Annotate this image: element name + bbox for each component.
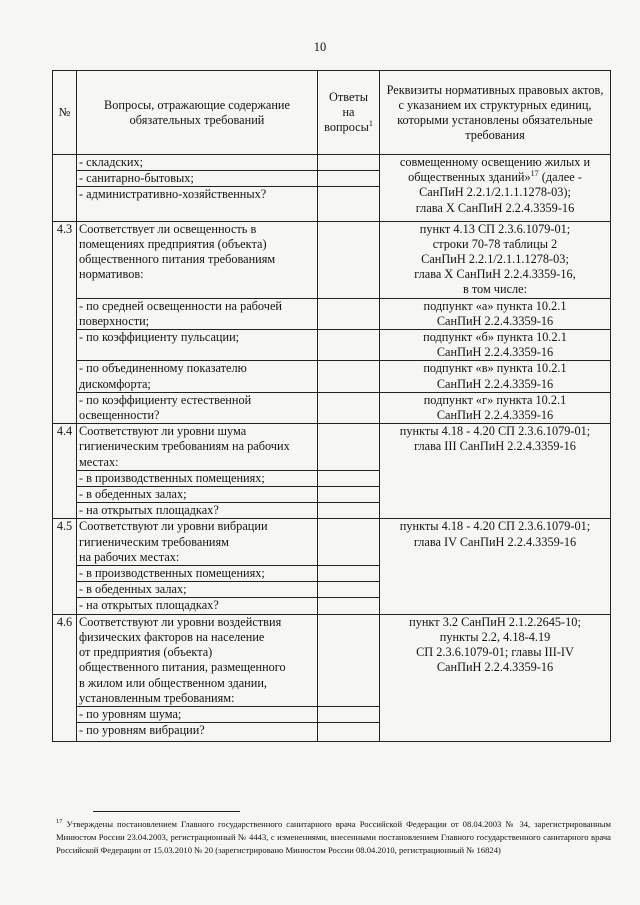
question-cell: - на открытых площадках?	[77, 598, 318, 614]
footnote-ref: 17	[530, 169, 539, 179]
answer-cell[interactable]	[318, 330, 380, 361]
requisites-line: СанПиН 2.2.1/2.1.1.1278-03);	[419, 185, 571, 200]
requisites-cell	[380, 361, 611, 392]
question-cell: - административно-хозяйственных?	[77, 187, 318, 221]
question-line: общественного питания, размещенного	[79, 660, 286, 675]
answer-cell[interactable]	[318, 392, 380, 423]
table-row	[53, 155, 611, 171]
requisites-line: в том числе:	[462, 282, 528, 297]
requisites-line: пункты 4.18 - 4.20 СП 2.3.6.1079-01;	[399, 519, 591, 534]
requisites-line: глава X СанПиН 2.2.4.3359-16,	[414, 267, 576, 282]
requisites-line: пункты 4.18 - 4.20 СП 2.3.6.1079-01;	[399, 424, 591, 439]
footnote-divider	[93, 811, 240, 812]
question-cell: - складских;	[77, 155, 318, 171]
question-cell: - санитарно-бытовых;	[77, 171, 318, 187]
requisites-cell	[380, 330, 611, 361]
answer-cell[interactable]	[318, 221, 380, 298]
requisites-line: глава IV СанПиН 2.2.4.3359-16	[413, 534, 577, 549]
row-num: 4.4	[53, 424, 77, 519]
table-row	[53, 424, 611, 471]
question-cell: Соответствуют ли уровни шума гигиеническим требованиям на рабочих местах:	[77, 424, 318, 471]
answer-cell[interactable]	[318, 519, 380, 566]
question-cell: - по коэффициенту пульсации;	[77, 330, 318, 361]
requisites-line: СП 2.3.6.1079-01; главы III-IV	[416, 645, 574, 660]
requisites-line: глава X СанПиН 2.2.4.3359-16	[415, 200, 575, 215]
answer-cell[interactable]	[318, 614, 380, 706]
requisites-cell	[380, 298, 611, 329]
header-answer-line: на	[342, 105, 355, 119]
answer-cell[interactable]	[318, 582, 380, 598]
requisites-line: подпункт «г» пункта 10.2.1	[423, 392, 567, 407]
question-cell	[77, 614, 318, 706]
row-num: 4.3	[53, 221, 77, 424]
requisites-cell	[380, 519, 611, 614]
answer-cell[interactable]	[318, 187, 380, 221]
question-cell: - по объединенному показателю дискомфорта;	[77, 361, 318, 392]
requisites-line: строки 70-78 таблицы 2	[432, 236, 558, 251]
answer-cell[interactable]	[318, 171, 380, 187]
table-row	[53, 519, 611, 566]
requisites-line: СанПиН 2.2.4.3359-16	[436, 345, 554, 360]
question-cell: Соответствует ли освещенность в помещениях предприятия (объекта) общественного питания требованиям нормативов:	[77, 221, 318, 298]
row-num: 4.5	[53, 519, 77, 614]
requisites-cell	[380, 221, 611, 298]
requisites-line: совмещенному освещению жилых и	[399, 155, 591, 169]
header-answer	[318, 71, 380, 155]
page-number: 10	[313, 40, 327, 54]
table-row	[53, 361, 611, 392]
header-answer-line: вопросы$^1$	[324, 118, 373, 134]
question-cell: - по уровням вибрации?	[77, 723, 318, 742]
answer-cell[interactable]	[318, 470, 380, 486]
requisites-line: подпункт «а» пункта 10.2.1	[423, 298, 567, 313]
table-row	[53, 221, 611, 298]
question-cell: - на открытых площадках?	[77, 503, 318, 519]
requisites-cell	[380, 614, 611, 742]
requisites-line: пункт 4.13 СП 2.3.6.1079-01;	[419, 221, 571, 236]
header-requisites: Реквизиты нормативных правовых актов, с указанием их структурных единиц, которыми установлены обязательные требования	[380, 71, 611, 155]
answer-cell[interactable]	[318, 566, 380, 582]
answer-cell[interactable]	[318, 503, 380, 519]
question-cell: - в обеденных залах;	[77, 582, 318, 598]
question-line: в жилом или общественном здании,	[79, 675, 267, 690]
requisites-line: СанПиН 2.2.1/2.1.1.1278-03;	[421, 252, 569, 267]
table-row	[53, 330, 611, 361]
answer-cell[interactable]	[318, 424, 380, 471]
header-answer-line: Ответы	[328, 90, 369, 104]
requisites-line: пункт 3.2 СанПиН 2.1.2.2645-10;	[409, 614, 581, 629]
requisites-line: СанПиН 2.2.4.3359-16	[436, 408, 554, 423]
question-line: Соответствуют ли уровни вибрации	[79, 519, 268, 534]
requisites-line: глава III СанПиН 2.2.4.3359-16	[414, 439, 576, 454]
answer-cell[interactable]	[318, 723, 380, 742]
answer-cell[interactable]	[318, 487, 380, 503]
question-cell: - по средней освещенности на рабочей поверхности;	[77, 298, 318, 329]
question-cell	[77, 519, 318, 566]
answer-cell[interactable]	[318, 706, 380, 722]
table-header-row	[53, 71, 611, 155]
footnote-text: Утверждены постановлением Главного государственного санитарного врача Российской Федерации от 08.04.2003 № 34, зарегистрированным Минюстом России 23.04.2003, регистрационный № 4443, с изменениями, внесенными постановлением Главного государственного санитарного врача Российской Федерации от 15.03.2010 № 20 (зарегистрировано Минюстом России 08.04.2010, регистрационный № 16824)	[56, 819, 611, 855]
table-row	[53, 614, 611, 706]
requisites-line: СанПиН 2.2.4.3359-16	[436, 660, 554, 675]
row-num: 4.6	[53, 614, 77, 742]
header-num: №	[53, 71, 77, 155]
footnote-ref: 1	[368, 118, 373, 128]
answer-cell[interactable]	[318, 598, 380, 614]
requisites-cell	[380, 155, 611, 222]
question-line: гигиеническим требованиям	[79, 534, 229, 549]
question-line: физических факторов на население	[79, 629, 265, 644]
footnote	[56, 818, 611, 857]
answer-cell[interactable]	[318, 155, 380, 171]
question-cell: - по уровням шума;	[77, 706, 318, 722]
requisites-line: СанПиН 2.2.4.3359-16	[436, 313, 554, 328]
question-line: установленным требованиям:	[79, 690, 235, 705]
question-cell: - в производственных помещениях;	[77, 566, 318, 582]
requisites-line: подпункт «в» пункта 10.2.1	[423, 361, 567, 376]
question-line: на рабочих местах:	[79, 549, 180, 564]
table-row	[53, 392, 611, 423]
question-cell: - в производственных помещениях;	[77, 470, 318, 486]
row-num	[53, 155, 77, 222]
answer-cell[interactable]	[318, 298, 380, 329]
requisites-cell	[380, 392, 611, 423]
requirements-table	[52, 70, 611, 742]
requisites-line: СанПиН 2.2.4.3359-16	[436, 376, 554, 391]
requisites-line: подпункт «б» пункта 10.2.1	[423, 330, 567, 345]
table-row	[53, 298, 611, 329]
footnote-marker: 17	[56, 818, 63, 826]
question-line: от предприятия (объекта)	[79, 645, 213, 660]
question-line: Соответствуют ли уровни воздействия	[79, 614, 282, 629]
question-cell: - в обеденных залах;	[77, 487, 318, 503]
answer-cell[interactable]	[318, 361, 380, 392]
header-question: Вопросы, отражающие содержание обязательных требований	[77, 71, 318, 155]
requisites-line: пункты 2.2, 4.18-4.19	[439, 629, 551, 644]
requisites-cell	[380, 424, 611, 519]
requisites-line: общественных зданий»$^{17}$ (далее -	[408, 169, 582, 185]
question-cell: - по коэффициенту естественной освещенности?	[77, 392, 318, 423]
